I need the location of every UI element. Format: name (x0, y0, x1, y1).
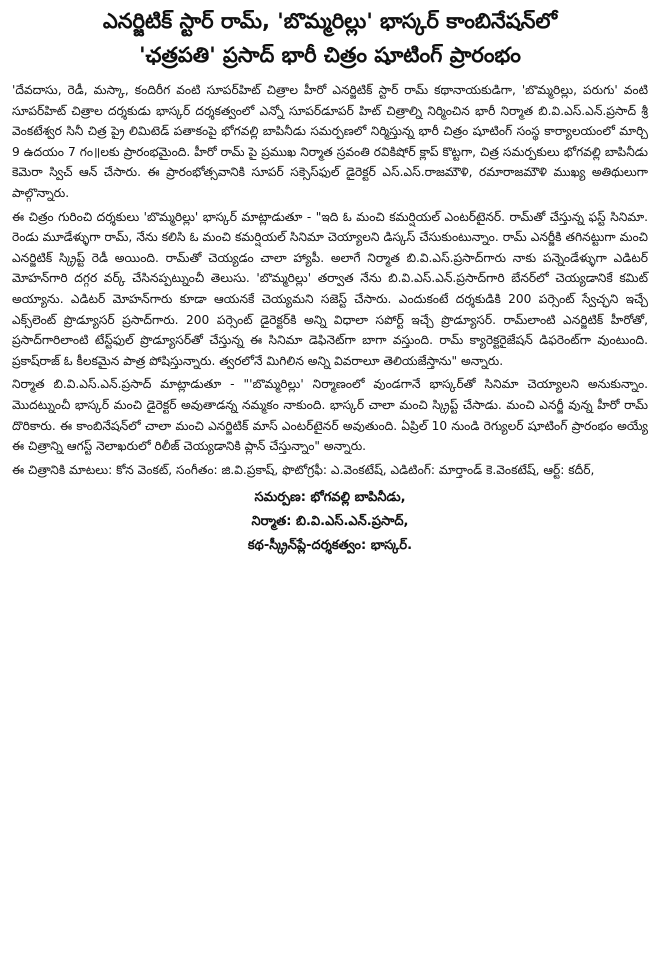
paragraph-crew: ఈ చిత్రానికి మాటలు: కోన వెంకట్, సంగీతం: జి.వి.ప్రకాష్, ఫొటోగ్రఫీ: ఎ.వెంకటేష్, ఎడిటింగ్: మార్తాండ్ కె.వెంకటేష్, ఆర్ట్: కదీర్, (12, 462, 595, 477)
credit-director: కథ-స్క్రీన్‌ప్లే-దర్శకత్వం: భాస్కర్. (247, 538, 413, 554)
headline-line-2: 'ఛత్రపతి' ప్రసాద్ భారీ చిత్రం షూటింగ్ ప్రారంభం (139, 43, 521, 67)
credit-presenter: సమర్పణ: భోగవల్లి బాపినీడు, (254, 490, 406, 506)
paragraph-launch: 'దేవదాసు, రెడీ, మస్కా, కందిరీగ వంటి సూపర్‌హిట్ చిత్రాల హీరో ఎనర్జిటిక్ స్టార్ రామ్ కథానాయకుడిగా, 'బొమ్మరిల్లు, పరుగు' వంటి సూపర్‌హిట్ చిత్రాల దర్శకుడు భాస్కర్ దర్శకత్వంలో ఎన్నో సూపర్‌డూపర్ హిట్ చిత్రాల్ని నిర్మించిన భారీ నిర్మాత బి.వి.ఎస్.ఎన్.ప్రసాద్ శ్రీ వెంకటేశ్వర సినీ చిత్ర ప్రై లిమిటెడ్ పతాకంపై భోగవల్లి బాపినీడు సమర్పణలో నిర్మిస్తున్న భారీ చిత్రం షూటింగ్ సంస్థ కార్యాలయంలో మార్చి 9 ఉదయం 7 గం॥లకు ప్రారంభమైంది. హీరో రామ్ పై ప్రముఖ నిర్మాత స్రవంతి రవికిషోర్ క్లాప్ కొట్టగా, చిత్ర సమర్పకులు భోగవల్లి బాపినీడు కెమెరా స్విచ్ ఆన్ చేసారు. ఈ ప్రారంభోత్సవానికి సూపర్ సక్సెస్‌ఫుల్ డైరెక్టర్ ఎస్.ఎస్.రాజమౌళి, రమారాజమౌళి ముఖ్య అతిథులుగా పాల్గొన్నారు. (12, 83, 648, 200)
headline-line-1: ఎనర్జిటిక్ స్టార్ రామ్, 'బొమ్మరిల్లు' భాస్కర్ కాంబినేషన్‌లో (102, 9, 558, 33)
article-body (12, 80, 648, 480)
headline (12, 4, 648, 72)
paragraph-director-quote: ఈ చిత్రం గురించి దర్శకులు 'బొమ్మరిల్లు' భాస్కర్ మాట్లాడుతూ - "ఇది ఓ మంచి కమర్షియల్ ఎంటర్‌టైనర్. రామ్‌తో చేస్తున్న ఫస్ట్ సినిమా. రెండు మూడేళ్ళుగా రామ్, నేను కలిసి ఓ మంచి కమర్షియల్ సినిమా చెయ్యాలని డిస్కస్ చేసుకుంటున్నాం. రామ్ ఎనర్జీకి తగినట్టుగా మంచి ఎనర్జిటిక్ స్క్రిప్ట్ రెడీ అయింది. రామ్‌తో చెయ్యడం చాలా హ్యాపీ. అలాగే నిర్మాత బి.వి.ఎస్.ప్రసాద్‌గారు నాకు పన్నెండేళ్ళుగా ఎడిటర్ మోహన్‌గారి దగ్గర వర్క్ చేసినప్పట్నుంచీ తెలుసు. 'బొమ్మరిల్లు' తర్వాత నేను బి.వి.ఎస్.ఎన్.ప్రసాద్‌గారి బేనర్‌లో చెయ్యడానికే కమిట్ అయ్యాను. ఎడిటర్ మోహన్‌గారు కూడా ఆయనకే చెయ్యమని సజెస్ట్ చేసారు. ఎందుకంటే దర్శకుడికి 200 పర్సెంట్ స్వేచ్ఛని ఇచ్చే ఎక్స్‌లెంట్ ప్రొడ్యూసర్ ప్రసాద్‌గారు. 200 పర్సెంట్ డైరెక్టర్‌కి అన్ని విధాలా సపోర్ట్ ఇచ్చే ప్రొడ్యూసర్. రామ్‌లాంటి ఎనర్జిటిక్ హీరోతో, ప్రసాద్‌గారిలాంటి టేస్ట్‌ఫుల్ ప్రొడ్యూసర్‌తో చేస్తున్న ఈ సినిమా డెఫినెట్‌గా బాగా వస్తుంది. రామ్ క్యారెక్టరైజేషన్ డిఫరెంట్‌గా వుంటుంది. ప్రకాష్‌రాజ్ ఓ కీలకమైన పాత్ర పోషిస్తున్నారు. త్వరలోనే మిగిలిన అన్ని వివరాలూ తెలియజేస్తాను" అన్నారు. (12, 209, 648, 368)
credit-producer: నిర్మాత: బి.వి.ఎస్.ఎన్.ప్రసాద్, (251, 514, 409, 530)
paragraph-producer-quote: నిర్మాత బి.వి.ఎస్.ఎన్.ప్రసాద్ మాట్లాడుతూ - "'బొమ్మరిల్లు' నిర్మాణంలో వుండగానే భాస్కర్‌తో సినిమా చెయ్యాలని అనుకున్నాం. మొదట్నుంచీ భాస్కర్ మంచి డైరెక్టర్ అవుతాడన్న నమ్మకం నాకుంది. భాస్కర్ చాలా మంచి స్క్రిప్ట్ చేసాడు. మంచి ఎనర్జీ వున్న హీరో రామ్ దొరికారు. ఈ కాంబినేషన్‌లో చాలా మంచి ఎనర్జిటిక్ మాస్ ఎంటర్‌టైనర్ అవుతుంది. ఏప్రిల్ 10 నుండి రెగ్యులర్ షూటింగ్ ప్రారంభం అయ్యే ఈ చిత్రాన్ని ఆగస్ట్ నెలాఖరులో రిలీజ్ చెయ్యడానికి ప్లాన్ చేస్తున్నాం" అన్నారు. (12, 377, 648, 454)
credits-block (12, 486, 648, 558)
